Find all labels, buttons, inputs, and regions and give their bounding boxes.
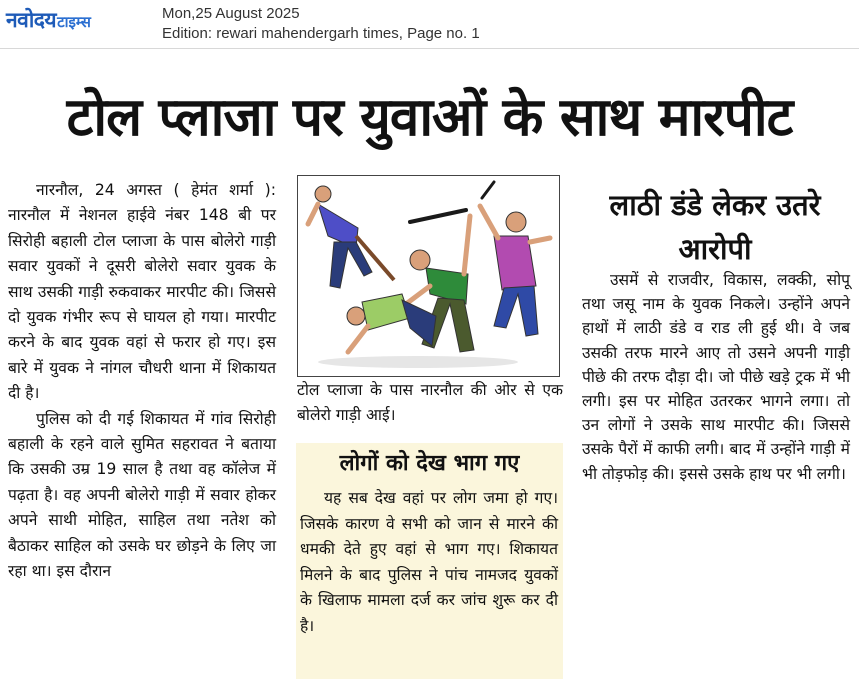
story-paragraph: नारनौल, 24 अगस्त ( हेमंत शर्मा ): नारनौल में नेशनल हाईवे नंबर 148 बी पर सिरोही बहाली टोल प्लाजा के पास बोलेरो गाड़ी सवार युवकों ने दूसरी बोलेरो सवार युवक के साथ उसकी गाड़ी रुकवाकर मारपीट की। जिससे दो युवक गंभीर रूप से घायल हो गया। मारपीट करने के बाद युवक वहां से फरार हो गए। इस बारे में युवक ने नांगल चौधरी थाना में शिकायत दी है। [8, 181, 276, 403]
logo-sub: टाइम्स [57, 13, 91, 31]
boxed-story-subhead: लोगों को देख भाग गए [339, 451, 520, 476]
column3-subhead: लाठी डंडे लेकर उतरे आरोपी [609, 188, 821, 266]
edition-meta [162, 4, 480, 44]
boxed-story [296, 443, 563, 679]
story-paragraph: पुलिस को दी गई शिकायत में गांव सिरोही बहाली के रहने वाले सुमित सहरावत ने बताया कि उसकी उम्र 19 साल है तथा वह कॉलेज में पढ़ता है। वह अपनी बोलेरो गाड़ी में सवार होकर अपने साथी मोहित, साहिल तथा नतेश को बैठाकर साहिल को उसके घर छोड़ने के लिए जा रहा था। इस दौरान [8, 409, 276, 581]
photo-caption: टोल प्लाजा के पास नारनौल की ओर से एक बोलेरो गाड़ी आई। [297, 381, 563, 424]
logo-brand: नवोदय [6, 8, 57, 32]
newspaper-logo[interactable] [6, 6, 91, 34]
edition-info: Edition: rewari mahendergarh times, Page no. 1 [162, 25, 480, 42]
fight-illustration-icon [298, 176, 559, 376]
story-illustration [297, 175, 560, 377]
story-column-3 [582, 268, 850, 486]
issue-date: Mon,25 August 2025 [162, 5, 300, 22]
boxed-story-body [300, 486, 558, 640]
story-column-1 [8, 178, 276, 585]
story-paragraph: उसमें से राजवीर, विकास, लक्की, सोपू तथा जसू नाम के युवक निकले। उन्होंने अपने हाथों में लाठी डंडे व राड ली हुई थी। वे जब उसकी तरफ मारने आए तो उसने अपनी गाड़ी पीछे की तरफ दौड़ा दी। जो पीछे खड़े ट्रक में भी लगी। इस पर मोहित उतरकर भागने लगा। तो उन लोगों ने उसके साथ मारपीट की। जिससे उसके पैरों में काफी लगी। बाद में उन्होंने गाड़ी में भी तोड़फोड़ की। इससे उसके हाथ पर भी लगी। [582, 271, 850, 483]
story-paragraph: यह सब देख वहां पर लोग जमा हो गए। जिसके कारण वे सभी को जान से मारने की धमकी देते हुए वहां से भाग गए। शिकायत मिलने के बाद पुलिस ने पांच नामजद युवकों के खिलाफ मामला दर्ज कर जांच शुरू कर दी है। [300, 489, 558, 635]
masthead-bar [0, 0, 859, 49]
headline: टोल प्लाजा पर युवाओं के साथ मारपीट [66, 87, 793, 148]
